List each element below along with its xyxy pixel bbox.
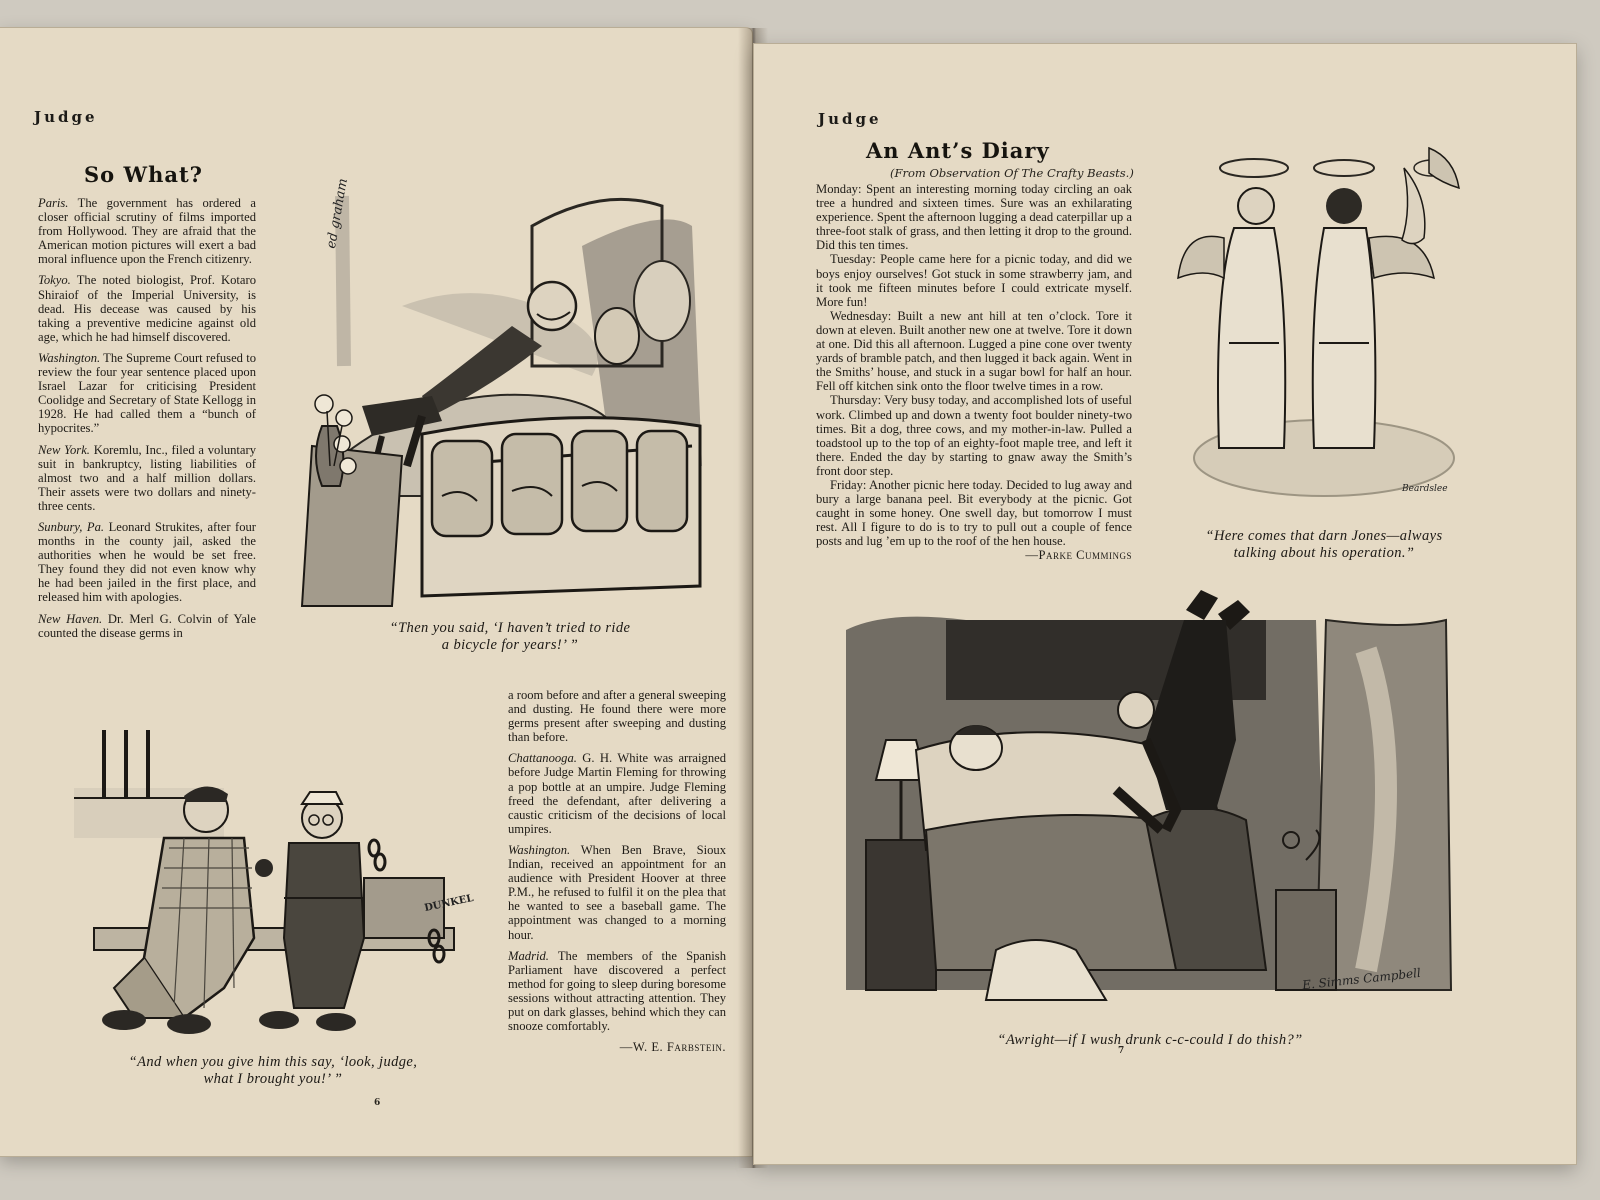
cartoon-bedroom-signature: E. Simms Campbell bbox=[1301, 965, 1422, 993]
paragraph-text: The government has ordered a closer official scrutiny of films imported from Hollywood. They are afraid that the American motion pictures will exert a bad moral influence upon the French citizenry. bbox=[38, 196, 256, 267]
cartoon-bedroom-illustration bbox=[846, 590, 1458, 1018]
diary-entry: Friday: Another picnic here today. Decided to lug away and bury a large banana peel. Bit everybody at the picnic. Got caught in some honey. One swell day, but tomorrow I must rest. All I figure to do is to try to pull out a couple of fence posts and lug ’em up to the roof of the hen house. bbox=[816, 477, 1132, 549]
paragraph-text: The members of the Spanish Parliament have discovered a perfect method for going to sleep during boresome sessions without attracting attention. They put on dark glasses, behind which they can snooze comfortably. bbox=[508, 948, 726, 1034]
article-paragraph bbox=[38, 196, 256, 266]
cartoon-bed-caption-line2: a bicycle for years!’ ” bbox=[441, 637, 579, 653]
dateline: Madrid. bbox=[508, 948, 549, 963]
paragraph-text: When Ben Brave, Sioux Indian, received an appointment for an audience with President Hoover at three P.M., he refused to fulfil it on the plea that he wanted to see a baseball game. The appointment was changed to a morning hour. bbox=[508, 842, 726, 942]
cartoon-jail-caption-line2: what I brought you!’ ” bbox=[203, 1071, 343, 1087]
article-subtitle: (From Observation Of The Crafty Beasts.) bbox=[890, 166, 1134, 180]
left-page bbox=[0, 28, 752, 1156]
paragraph-text: The noted biologist, Prof. Kotaro Shiraiof of the Imperial University, is dead. His decease was caused by his taking a preventive medicine against old age, which he had himself discovered. bbox=[38, 273, 256, 344]
cartoon-bed-illustration bbox=[282, 166, 708, 610]
byline-farbstein: —W. E. Farbstein. bbox=[619, 1040, 726, 1055]
cartoon-bed-caption-line1: “Then you said, ‘I haven’t tried to ride bbox=[389, 620, 631, 636]
diary-entry: Monday: Spent an interesting morning today circling an oak tree a hundred and sixteen times. Sure was an exhilarating experience. Spent the afternoon lugging a dead caterpillar up a three-foot stalk of grass, and then letting it drop to the ground. Did this ten times. bbox=[816, 182, 1132, 253]
dateline: New York. bbox=[38, 442, 90, 457]
page-number-right: 7 bbox=[1118, 1046, 1125, 1056]
cartoon-jail bbox=[74, 728, 475, 1044]
dateline: New Haven. bbox=[38, 611, 103, 626]
paragraph-text: The Supreme Court refused to review the four year sentence placed upon Israel Lazar for criticising President Coolidge and Secretary of State Kellogg in 1928. He had called them a “bunch of hypocrites.” bbox=[38, 350, 256, 436]
article-paragraph bbox=[508, 688, 726, 744]
article-title-left: So What? bbox=[84, 162, 203, 187]
article-paragraph bbox=[508, 751, 726, 836]
left-column-2 bbox=[508, 688, 726, 1054]
paragraph-text: Koremlu, Inc., filed a voluntary suit in bankruptcy, listing liabilities of almost two and a half million dollars. Their assets were two dollars and ninety-three cents. bbox=[38, 442, 257, 513]
diary-entry: Tuesday: People came here for a picnic today, and did we boys enjoy ourselves! Got stuck in some strawberry jam, and it took me fifteen minutes before I could extricate myself. More fun! bbox=[816, 252, 1132, 309]
paragraph-text: G. H. White was arraigned before Judge Martin Fleming for throwing a pop bottle at an umpire. Judge Fleming freed the defendant, after delivering a caustic criticism of the decisions of local umpires. bbox=[508, 751, 726, 836]
cartoon-jail-illustration bbox=[74, 728, 466, 1044]
cartoon-angels-caption bbox=[1174, 528, 1474, 562]
dateline: Sunbury, Pa. bbox=[38, 519, 105, 534]
cartoon-angels-caption-line2: talking about his operation.” bbox=[1233, 545, 1415, 561]
dateline: Chattanooga. bbox=[508, 751, 577, 766]
cartoon-angels bbox=[1174, 128, 1466, 508]
article-paragraph bbox=[38, 351, 256, 436]
diary-entry: Thursday: Very busy today, and accomplished lots of useful work. Climbed up and down a twenty foot boulder ninety-two times. Bit a dog, three cows, and my mother-in-law. Pulled a toadstool up to the top of an eighty-foot maple tree, and left it there. Ended the day by starting to gnaw away the Smith’s front door step. bbox=[816, 393, 1132, 478]
dateline: Washington. bbox=[508, 842, 571, 857]
cartoon-bedroom-caption: “Awright—if I wush drunk c-c-could I do thish?” bbox=[997, 1032, 1303, 1048]
cartoon-jail-signature: DUNKEL bbox=[423, 892, 475, 915]
brand-right: Judge bbox=[818, 110, 882, 128]
article-paragraph bbox=[38, 520, 256, 605]
page-number-left: 6 bbox=[374, 1098, 381, 1108]
cartoon-angels-caption-line1: “Here comes that darn Jones—always bbox=[1205, 528, 1443, 544]
article-title-right: An Ant’s Diary bbox=[866, 138, 1050, 163]
byline-cummings: —Parke Cummings bbox=[1025, 548, 1132, 563]
cartoon-jail-caption-line1: “And when you give him this say, ‘look, judge, bbox=[128, 1054, 418, 1070]
dateline: Paris. bbox=[38, 196, 69, 210]
cartoon-bed bbox=[282, 166, 708, 610]
paragraph-text: Dr. Merl G. Colvin of Yale counted the disease germs in bbox=[38, 611, 256, 640]
dateline: Tokyo. bbox=[38, 273, 71, 288]
paragraph-text: Leonard Strukites, after four months in the county jail, asked the authorities when he would be set free. They found they did not even know why he had been jailed in the first place, and released him with apologies. bbox=[38, 519, 257, 605]
cartoon-angels-signature: Beardslee bbox=[1402, 484, 1448, 494]
article-paragraph bbox=[38, 612, 256, 640]
right-page bbox=[754, 44, 1576, 1164]
article-paragraph bbox=[38, 443, 256, 513]
cartoon-bed-signature: ed graham bbox=[323, 177, 351, 250]
cartoon-bed-caption bbox=[330, 620, 690, 654]
article-paragraph bbox=[508, 949, 726, 1034]
article-paragraph bbox=[38, 273, 256, 343]
left-column-1 bbox=[38, 196, 256, 647]
cartoon-jail-caption bbox=[88, 1054, 458, 1088]
cartoon-bedroom bbox=[846, 590, 1458, 1018]
diary-column bbox=[816, 182, 1132, 563]
dateline: Washington. bbox=[38, 350, 101, 365]
article-paragraph bbox=[508, 843, 726, 942]
paragraph-text: a room before and after a general sweeping and dusting. He found there were more germs present after sweeping and dusting than before. bbox=[508, 688, 726, 745]
diary-entry: Wednesday: Built a new ant hill at ten o’clock. Tore it down at eleven. Built another new one at twelve. Tore it down at one. Did this all afternoon. Lugged a pine cone over twenty yards of bramble patch, and then lugged it back again. Went in the Smiths’ house, and stuck in a sugar bowl for half an hour. Fell off kitchen sink onto the floor twelve times in a row. bbox=[816, 308, 1132, 394]
cartoon-angels-illustration bbox=[1174, 128, 1466, 508]
brand-left: Judge bbox=[34, 108, 98, 126]
